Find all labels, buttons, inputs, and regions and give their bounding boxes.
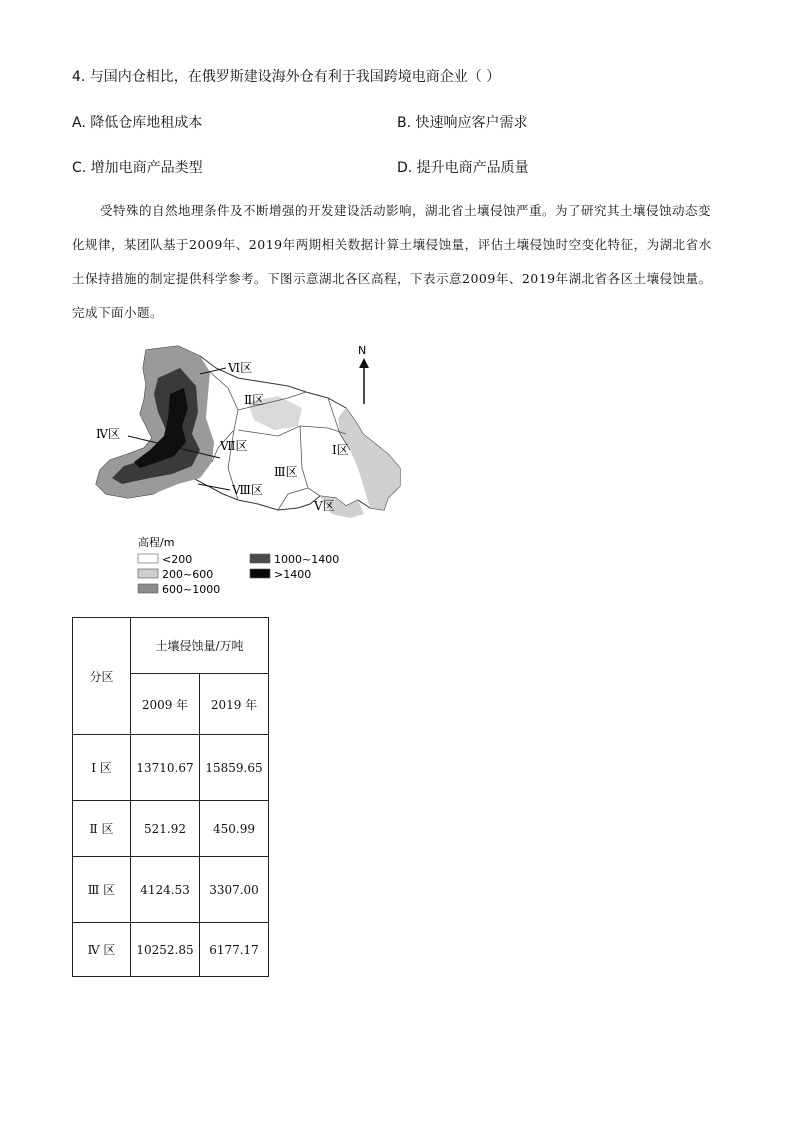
- table-row: [73, 735, 269, 801]
- legend-swatch-5: [250, 569, 270, 578]
- region-label-5: Ⅴ区: [314, 499, 335, 513]
- question-stem: 4. 与国内仓相比，在俄罗斯建设海外仓有利于我国跨境电商企业（ ）: [72, 69, 501, 85]
- north-label: N: [358, 344, 367, 357]
- region-label-4: Ⅳ区: [96, 427, 120, 441]
- cell-2019: 450.99: [200, 801, 269, 857]
- cell-region: Ⅱ 区: [73, 801, 131, 857]
- legend-title: 高程/m: [138, 536, 175, 549]
- legend-swatch-4: [250, 554, 270, 563]
- table-row: [73, 801, 269, 857]
- cell-2009: 521.92: [131, 801, 200, 857]
- region-label-2: Ⅱ区: [244, 393, 265, 407]
- hubei-elevation-map: [88, 338, 418, 598]
- cell-2019: 15859.65: [200, 735, 269, 801]
- legend-swatch-2: [138, 569, 158, 578]
- region-label-6: Ⅵ区: [228, 361, 253, 375]
- header-region: 分区: [73, 618, 131, 735]
- option-d: D. 提升电商产品质量: [397, 160, 529, 176]
- cell-2019: 3307.00: [200, 857, 269, 923]
- erosion-table: [72, 617, 269, 977]
- table-row: [73, 857, 269, 923]
- passage-text: 受特殊的自然地理条件及不断增强的开发建设活动影响，湖北省土壤侵蚀严重。为了研究其土壤侵蚀动态变化规律，某团队基于2009年、2019年两期相关数据计算土壤侵蚀量，评估土壤侵蚀时空变化特征，为湖北省水土保持措施的制定提供科学参考。下图示意湖北各区高程，下表示意2009年、2019年湖北省各区土壤侵蚀量。完成下面小题。: [72, 203, 712, 320]
- legend-swatch-3: [138, 584, 158, 593]
- header-erosion-amount: 土壤侵蚀量/万吨: [131, 618, 269, 674]
- cell-2009: 13710.67: [131, 735, 200, 801]
- header-year-2009: 2009 年: [131, 674, 200, 735]
- header-year-2019: 2019 年: [200, 674, 269, 735]
- region-label-3: Ⅲ区: [274, 465, 298, 479]
- cell-region: Ⅳ 区: [73, 923, 131, 977]
- option-c: C. 增加电商产品类型: [72, 160, 203, 176]
- region-label-1: Ⅰ区: [332, 443, 349, 457]
- legend-label-2: 200~600: [162, 568, 214, 581]
- region-label-8: Ⅷ区: [232, 483, 263, 497]
- option-b: B. 快速响应客户需求: [397, 115, 528, 131]
- table-row: [73, 923, 269, 977]
- region-label-7: Ⅶ区: [220, 439, 248, 453]
- option-a: A. 降低仓库地租成本: [72, 115, 203, 131]
- legend-label-3: 600~1000: [162, 583, 221, 596]
- legend-label-4: 1000~1400: [274, 553, 340, 566]
- cell-2009: 10252.85: [131, 923, 200, 977]
- cell-region: Ⅲ 区: [73, 857, 131, 923]
- cell-2019: 6177.17: [200, 923, 269, 977]
- north-arrowhead-icon: [359, 358, 369, 368]
- legend-label-5: >1400: [274, 568, 312, 581]
- cell-region: Ⅰ 区: [73, 735, 131, 801]
- legend-label-1: <200: [162, 553, 193, 566]
- legend-swatch-1: [138, 554, 158, 563]
- cell-2009: 4124.53: [131, 857, 200, 923]
